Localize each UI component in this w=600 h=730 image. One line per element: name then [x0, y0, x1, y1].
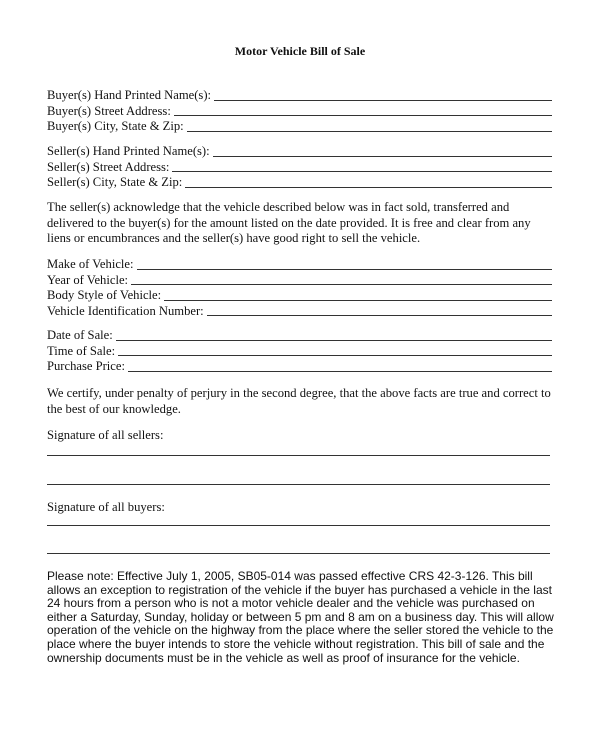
buyers-signature-label: Signature of all buyers:: [47, 500, 165, 514]
make-label: Make of Vehicle:: [47, 257, 134, 271]
certify-paragraph: We certify, under penalty of perjury in the second degree, that the above facts are true and correct to the best of our knowledge.: [47, 386, 551, 416]
seller-city-row: [47, 175, 552, 191]
make-row: [47, 257, 552, 273]
year-row: [47, 273, 552, 289]
body-style-row: [47, 288, 552, 304]
seller-address-line[interactable]: [172, 162, 552, 172]
date-line[interactable]: [116, 331, 552, 341]
buyer-name-row: [47, 88, 552, 104]
seller-city-label: Seller(s) City, State & Zip:: [47, 175, 183, 189]
date-row: [47, 328, 552, 344]
sale-section: [47, 328, 552, 375]
buyers-signature-line-2[interactable]: [47, 553, 550, 554]
buyer-city-line[interactable]: [187, 122, 552, 132]
vin-label: Vehicle Identification Number:: [47, 303, 204, 318]
seller-name-row: [47, 144, 552, 160]
buyer-address-label: Buyer(s) Street Address:: [47, 103, 171, 118]
acknowledgement-paragraph: The seller(s) acknowledge that the vehicle described below was in fact sold, transferred and delivered to the buyer(s) for the amount listed on the date provided. It is free and clear from any liens or encumbrances and the seller(s) have good right to sell the vehicle.: [47, 200, 531, 246]
date-label: Date of Sale:: [47, 328, 113, 342]
document-title: Motor Vehicle Bill of Sale: [234, 44, 366, 58]
seller-section: [47, 144, 552, 191]
buyer-city-label: Buyer(s) City, State & Zip:: [47, 119, 184, 133]
sellers-signature-label: Signature of all sellers:: [47, 428, 164, 442]
buyer-address-line[interactable]: [174, 106, 552, 116]
buyers-signature-line-1[interactable]: [47, 525, 550, 526]
seller-city-line[interactable]: [185, 178, 552, 188]
time-label: Time of Sale:: [47, 343, 116, 358]
make-line[interactable]: [137, 260, 553, 270]
legal-note: Please note: Effective July 1, 2005, SB05-014 was passed effective CRS 42-3-126. This bill allows an exception to registration of the vehicle if the buyer has purchased a vehicle in the last 24 hours from a person who is not a motor vehicle dealer and the vehicle was purchased on either a Saturday, Sunday, holiday or between 5 pm and 8 am on a business day. This will allow operation of the vehicle on the highway from the place where the seller stored the vehicle to the place where the buyer intends to store the vehicle without registration. This bill of sale and the ownership documents must be in the vehicle as well as proof of insurance for the vehicle.: [47, 569, 554, 665]
vin-row: [47, 304, 552, 320]
seller-name-line[interactable]: [213, 147, 552, 157]
seller-address-row: [47, 160, 552, 176]
sellers-signature-line-2[interactable]: [47, 484, 550, 485]
buyer-name-label: Buyer(s) Hand Printed Name(s):: [47, 88, 212, 102]
buyer-name-line[interactable]: [214, 91, 552, 101]
time-row: [47, 344, 552, 360]
vehicle-section: [47, 257, 552, 319]
seller-address-label: Seller(s) Street Address:: [47, 159, 170, 174]
price-row: [47, 359, 552, 375]
vin-line[interactable]: [207, 306, 552, 316]
sellers-signature-line-1[interactable]: [47, 455, 550, 456]
year-label: Year of Vehicle:: [47, 272, 129, 287]
price-label: Purchase Price:: [47, 359, 125, 373]
year-line[interactable]: [131, 275, 552, 285]
time-line[interactable]: [118, 346, 552, 356]
buyer-address-row: [47, 104, 552, 120]
seller-name-label: Seller(s) Hand Printed Name(s):: [47, 144, 210, 158]
body-style-label: Body Style of Vehicle:: [47, 288, 162, 302]
price-line[interactable]: [128, 362, 552, 372]
buyer-city-row: [47, 119, 552, 135]
buyer-section: [47, 88, 552, 135]
body-style-line[interactable]: [164, 291, 552, 301]
